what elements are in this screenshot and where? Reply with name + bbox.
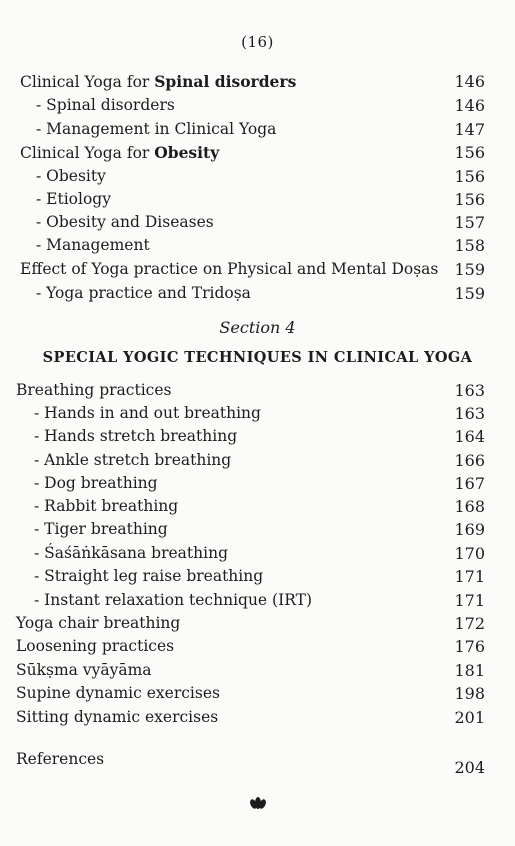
toc-page-number: 171 (454, 591, 485, 610)
toc-page-number: 163 (454, 381, 485, 400)
toc-entry: Sitting dynamic exercises 201 (16, 708, 485, 727)
toc-page-number: 164 (454, 427, 485, 446)
toc-page-number: 201 (454, 708, 485, 727)
toc-entry: Yoga chair breathing 172 (16, 614, 485, 633)
toc-page-number: 181 (454, 661, 485, 680)
toc-page-number: 204 (454, 758, 485, 777)
toc-entry: Sūkṣma vyāyāma 181 (16, 661, 485, 680)
toc-entry: Loosening practices 176 (16, 637, 485, 656)
toc-entry: - Hands in and out breathing 163 (34, 404, 485, 423)
page-number: (16) (241, 33, 274, 51)
toc-page-number: 158 (454, 236, 485, 255)
toc-entry: Clinical Yoga for Obesity 156 (20, 143, 485, 162)
toc-entry: - Śaśāṅkāsana breathing 170 (34, 544, 485, 563)
toc-entry: - Instant relaxation technique (IRT) 171 (34, 591, 485, 610)
toc-entry: - Tiger breathing 169 (34, 520, 485, 539)
toc-page-number: 198 (454, 684, 485, 703)
section-label: Section 4 (219, 318, 296, 337)
toc-page-number: 156 (454, 143, 485, 162)
toc-entry: - Dog breathing 167 (34, 474, 485, 493)
toc-entry: - Yoga practice and Tridoṣa 159 (36, 284, 485, 303)
toc-entry: Effect of Yoga practice on Physical and Mental Doṣas 159 (20, 260, 485, 279)
toc-entry: - Ankle stretch breathing 166 (34, 451, 485, 470)
toc-page-number: 172 (454, 614, 485, 633)
toc-entry: - Hands stretch breathing 164 (34, 427, 485, 446)
toc-entry: Breathing practices 163 (16, 381, 485, 400)
toc-page-number: 159 (454, 260, 485, 279)
toc-page-number: 159 (454, 284, 485, 303)
toc-page-number: 146 (454, 72, 485, 91)
toc-entry: - Rabbit breathing 168 (34, 497, 485, 516)
toc-page-number: 146 (454, 96, 485, 115)
section-heading: SPECIAL YOGIC TECHNIQUES IN CLINICAL YOGA (42, 349, 473, 366)
toc-page-number: 163 (454, 404, 485, 423)
toc-entry: - Obesity and Diseases 157 (36, 213, 485, 232)
toc-page-number: 156 (454, 190, 485, 209)
toc-entry: - Management in Clinical Yoga 147 (36, 120, 485, 139)
toc-entry: - Straight leg raise breathing 171 (34, 567, 485, 586)
toc-page-number: 168 (454, 497, 485, 516)
toc-entry: - Etiology 156 (36, 190, 485, 209)
lotus-ornament-icon (0, 795, 515, 814)
toc-entry: - Obesity 156 (36, 167, 485, 186)
toc-page-number: 171 (454, 567, 485, 586)
toc-page-number: 170 (454, 544, 485, 563)
toc-page-number: 156 (454, 167, 485, 186)
toc-page-number: 176 (454, 637, 485, 656)
toc-entry: Supine dynamic exercises 198 (16, 684, 485, 703)
toc-page-number: 157 (454, 213, 485, 232)
toc-page-number: 169 (454, 520, 485, 539)
toc-entry: Clinical Yoga for Spinal disorders 146 (20, 72, 485, 91)
toc-page-number: 166 (454, 451, 485, 470)
toc-entry: - Management 158 (36, 236, 485, 255)
toc-page-number: 147 (454, 120, 485, 139)
toc-entry-references: References 204 (16, 750, 485, 777)
toc-entry: - Spinal disorders 146 (36, 96, 485, 115)
toc-page-number: 167 (454, 474, 485, 493)
